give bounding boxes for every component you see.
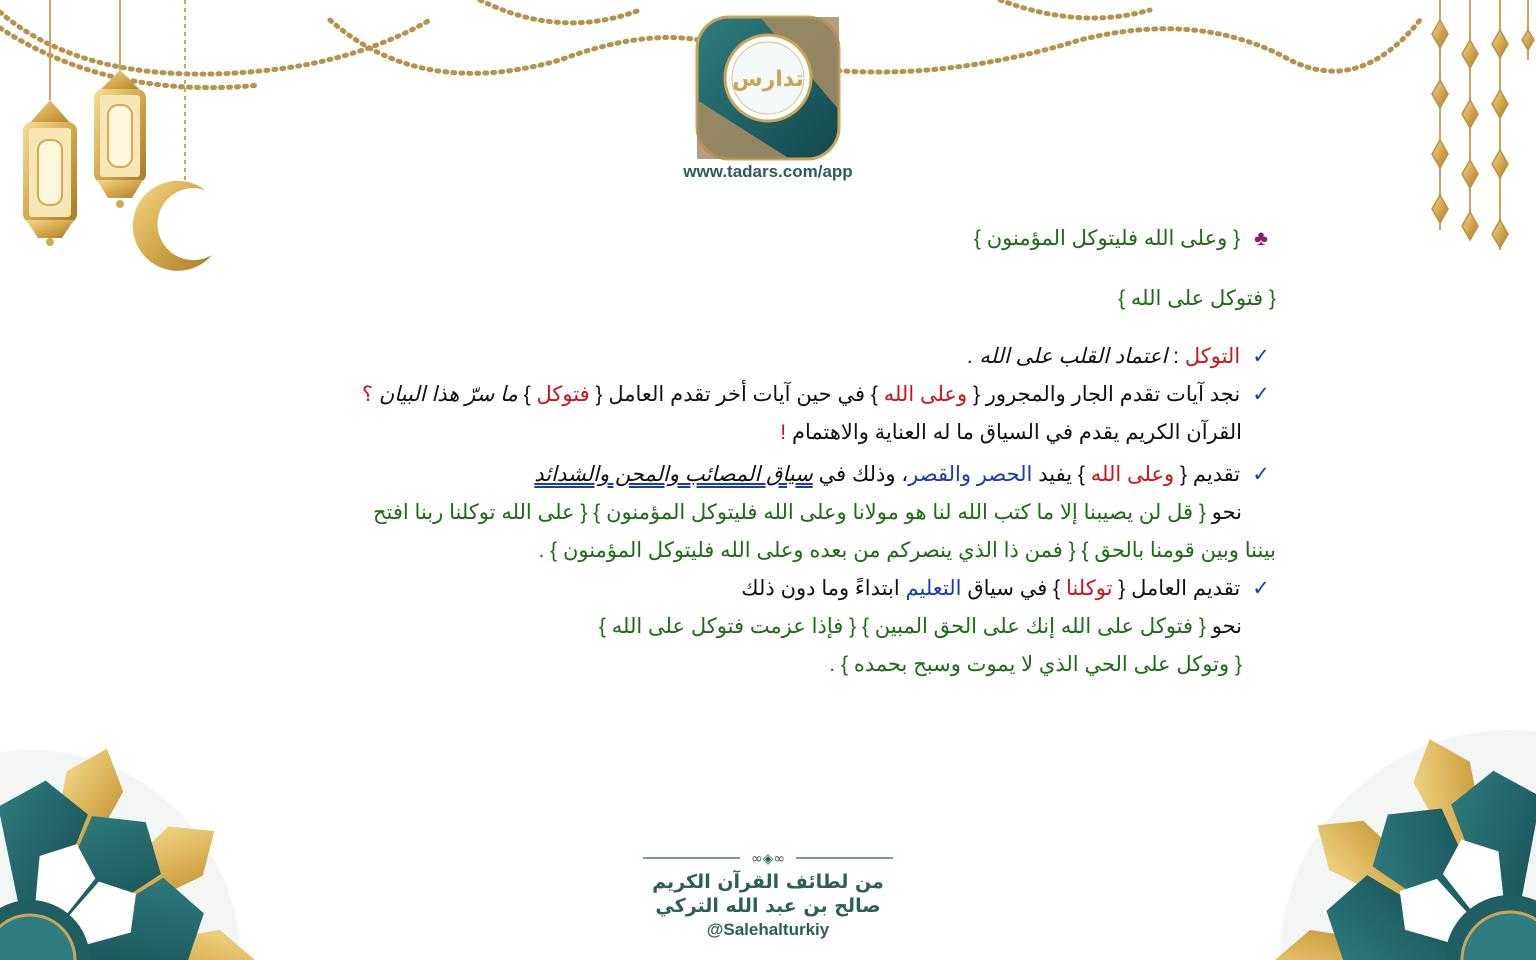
text-segment: } في حين آيات أخر تقدم العامل {: [589, 383, 884, 406]
footer-author: صالح بن عبد الله التركي: [655, 895, 881, 917]
text-segment: سياق المصائب والمحن والشدائد: [534, 463, 813, 486]
content-line: [538, 532, 1276, 570]
text-segment: نجد آيات تقدم الجار والمجرور {: [967, 383, 1246, 406]
text-segment: بيننا وبين قومنا بالحق } { فمن ذا الذي ينصركم من بعده وعلى الله فليتوكل المؤمنون } .: [538, 539, 1276, 562]
mandala-ornament-right: [1275, 729, 1536, 960]
content-line: [373, 494, 1242, 532]
text-segment: } في سياق: [961, 577, 1067, 600]
text-segment: }: [517, 383, 537, 406]
text-segment: :: [1167, 345, 1185, 368]
text-segment: ابتداءً وما دون ذلك: [741, 577, 906, 600]
content-line: [534, 456, 1276, 494]
text-segment: نحو: [1205, 615, 1242, 638]
text-segment: نحو: [1205, 501, 1242, 524]
content-line: [741, 570, 1276, 608]
footer-title: من لطائف القرآن الكريم: [652, 871, 884, 893]
content-line: [599, 608, 1242, 646]
text-segment: التعليم: [905, 577, 962, 600]
text-segment: التوكل: [1184, 345, 1246, 368]
footer-credits: [618, 870, 918, 942]
text-segment: } يفيد: [1032, 463, 1091, 486]
bead-garland-right: [830, 0, 1420, 72]
app-url-link[interactable]: www.tadars.com/app: [683, 162, 853, 181]
content-line: [780, 414, 1242, 452]
text-segment: فتوكل: [536, 383, 590, 406]
check-icon: ✓: [1252, 383, 1270, 406]
content-line: [829, 646, 1242, 684]
club-icon: ♣: [1254, 227, 1268, 250]
text-segment: ، وذلك في: [812, 463, 909, 486]
content-line: [974, 220, 1276, 258]
check-icon: ✓: [1252, 463, 1270, 486]
check-icon: ✓: [1252, 345, 1270, 368]
text-segment: توكلنا: [1066, 577, 1113, 600]
content-line: [1118, 280, 1276, 318]
text-segment: ؟: [361, 383, 379, 406]
hanging-ornaments: [1432, 0, 1534, 250]
logo-text: تدارس: [732, 67, 804, 92]
svg-text:∞◈∞: ∞◈∞: [750, 851, 786, 867]
footer-handle[interactable]: @Salehalturkiy: [706, 920, 830, 939]
text-segment: { فتوكل على الله إنك على الحق المبين } { فإذا عزمت فتوكل على الله }: [598, 615, 1206, 638]
footer-divider: [643, 851, 893, 867]
text-segment: تقديم العامل {: [1112, 577, 1246, 600]
text-segment: !: [780, 421, 787, 444]
text-segment: تقديم {: [1174, 463, 1246, 486]
text-segment: وعلى الله: [1090, 463, 1175, 486]
text-segment: { فتوكل على الله }: [1118, 287, 1276, 310]
text-segment: الحصر والقصر: [908, 463, 1033, 486]
text-segment: { قل لن يصيبنا إلا ما كتب الله لنا هو مولانا وعلى الله فليتوكل المؤمنون } { على الله توكلنا ربنا افتح: [372, 501, 1206, 524]
content-line: [362, 376, 1276, 414]
tadars-logo: [697, 17, 839, 159]
text-segment: { وتوكل على الحي الذي لا يموت وسبح بحمده } .: [829, 653, 1242, 676]
lantern-icon: [97, 0, 143, 208]
text-segment: ما سرّ هذا البيان: [378, 383, 518, 406]
bead-garland-left: [0, 0, 700, 88]
check-icon: ✓: [1252, 577, 1270, 600]
text-segment: القرآن الكريم يقدم في السياق ما له العناية والاهتمام: [786, 421, 1242, 444]
text-segment: وعلى الله: [883, 383, 968, 406]
mandala-ornament-left: [0, 738, 255, 960]
content-line: [968, 338, 1276, 376]
text-segment: { وعلى الله فليتوكل المؤمنون }: [973, 227, 1246, 250]
text-segment: اعتماد القلب على الله .: [967, 345, 1168, 368]
